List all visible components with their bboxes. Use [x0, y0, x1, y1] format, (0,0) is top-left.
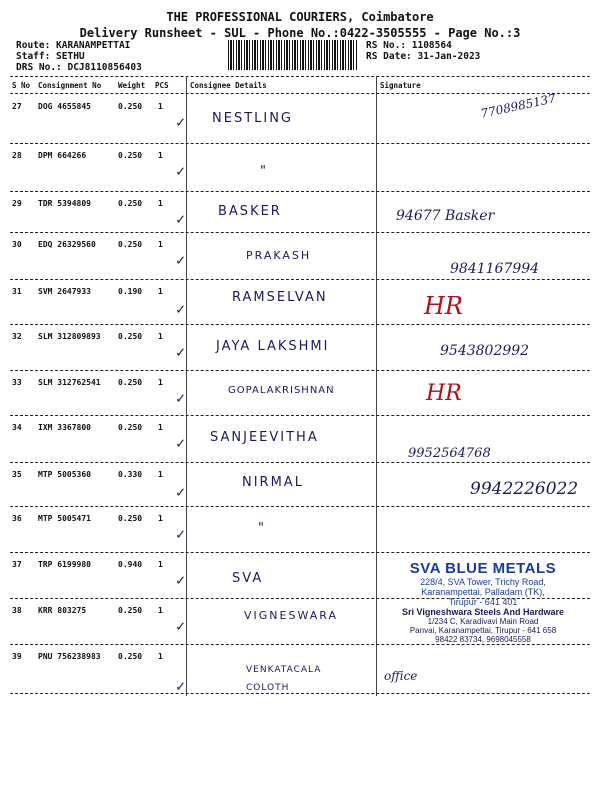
- row-consignment: EDQ 26329560: [38, 240, 96, 249]
- row-consignment: DOG 4655845: [38, 102, 91, 111]
- header-divider: [10, 93, 590, 94]
- row-consignment: TDR 5394809: [38, 199, 91, 208]
- row-signature: 9841167994: [450, 261, 540, 277]
- stamp-line-6: 1/234 C, Karadivavi Main Road: [427, 617, 539, 626]
- rs-date: RS Date: 31-Jan-2023: [366, 51, 481, 62]
- row-divider: [10, 552, 590, 553]
- row-pcs: 1: [158, 514, 163, 523]
- row-pcs: 1: [158, 102, 163, 111]
- col-consignee: Consignee Details: [190, 81, 267, 90]
- table-top-border: [10, 76, 590, 77]
- row-divider: [10, 370, 590, 371]
- table-row: [0, 373, 600, 420]
- row-weight: 0.250: [118, 652, 143, 661]
- stamp-line-8: 98422 83734, 9698045558: [435, 635, 531, 644]
- row-weight: 0.250: [118, 240, 143, 249]
- route-label: Route: KARANAMPETTAI: [16, 40, 131, 51]
- stamp-line-7: Panvai, Karanampettai, Tirupur - 641 658: [409, 626, 557, 635]
- table-row: [0, 418, 600, 465]
- row-consignee: BASKER: [218, 204, 282, 219]
- table-row: [0, 282, 600, 329]
- row-signature: 94677 Basker: [396, 208, 495, 224]
- row-weight: 0.250: [118, 606, 143, 615]
- col-weight: Weight: [118, 81, 146, 90]
- row-signature: office: [384, 669, 418, 683]
- tick-mark: ✓: [176, 617, 186, 635]
- row-pcs: 1: [158, 423, 163, 432]
- runsheet-subtitle: Delivery Runsheet - SUL - Phone No.:0422-3505555 - Page No.:3: [79, 26, 521, 40]
- row-consignment: IXM 3367800: [38, 423, 91, 432]
- row-consignee: JAYA LAKSHMI: [216, 339, 330, 354]
- row-sno: 33: [12, 378, 22, 387]
- table-row: [0, 647, 600, 694]
- row-pcs: 1: [158, 151, 163, 160]
- tick-mark: ✓: [176, 677, 186, 695]
- row-divider: [10, 415, 590, 416]
- stamp-line-1: SVA BLUE METALS: [409, 560, 557, 577]
- row-consignee: GOPALAKRISHNAN: [228, 385, 335, 396]
- row-consignment: TRP 6199980: [38, 560, 91, 569]
- table-row: [0, 146, 600, 193]
- row-pcs: 1: [158, 240, 163, 249]
- row-signature: 7708985137: [479, 91, 557, 121]
- row-weight: 0.250: [118, 102, 143, 111]
- row-sno: 38: [12, 606, 22, 615]
- col-signature: Signature: [380, 81, 421, 90]
- table-row: [0, 235, 600, 282]
- row-sno: 30: [12, 240, 22, 249]
- row-consignment: SLM 312809893: [38, 332, 101, 341]
- tick-mark: ✓: [176, 251, 186, 269]
- row-divider: [10, 693, 590, 694]
- company-title: THE PROFESSIONAL COURIERS, Coimbatore: [166, 10, 434, 24]
- row-consignment: PNU 756238983: [38, 652, 101, 661]
- row-sno: 29: [12, 199, 22, 208]
- row-pcs: 1: [158, 560, 163, 569]
- row-weight: 0.940: [118, 560, 143, 569]
- row-consignee: NESTLING: [212, 111, 294, 126]
- row-divider: [10, 324, 590, 325]
- tick-mark: ✓: [176, 162, 186, 180]
- drs-number: DRS No.: DCJ8110856403: [16, 62, 142, 73]
- tick-mark: ✓: [176, 113, 186, 131]
- row-sno: 32: [12, 332, 22, 341]
- row-sno: 35: [12, 470, 22, 479]
- staff-label: Staff: SETHU: [16, 51, 85, 62]
- row-consignee: SANJEEVITHA: [210, 430, 319, 445]
- row-signature: HR: [424, 292, 463, 320]
- tick-mark: ✓: [176, 571, 186, 589]
- row-consignment: SVM 2647933: [38, 287, 91, 296]
- row-signature: 9952564768: [408, 446, 491, 461]
- row-consignment: MTP 5005360: [38, 470, 91, 479]
- row-weight: 0.330: [118, 470, 143, 479]
- company-stamp: [376, 560, 590, 644]
- row-consignee: PRAKASH: [246, 249, 312, 262]
- tick-mark: ✓: [176, 434, 186, 452]
- row-consignee: SVA: [232, 571, 264, 586]
- col-consignment: Consignment No: [38, 81, 102, 90]
- stamp-line-2: 228/4, SVA Tower, Trichy Road,: [420, 577, 546, 587]
- row-consignee: ": [258, 521, 266, 536]
- row-consignment: KRR 803275: [38, 606, 87, 615]
- row-pcs: 1: [158, 652, 163, 661]
- row-consignee: RAMSELVAN: [232, 290, 328, 305]
- row-pcs: 1: [158, 332, 163, 341]
- tick-mark: ✓: [176, 300, 186, 318]
- table-row: [0, 509, 600, 556]
- table-row: [0, 194, 600, 241]
- stamp-line-3: Karanampettai, Palladam (TK),: [421, 587, 545, 597]
- rs-number: RS No.: 1108564: [366, 40, 452, 51]
- table-row: [0, 91, 600, 144]
- stamp-line-5: Sri Vigneshwara Steels And Hardware: [401, 607, 565, 617]
- row-weight: 0.250: [118, 199, 143, 208]
- row-weight: 0.190: [118, 287, 143, 296]
- row-weight: 0.250: [118, 151, 143, 160]
- col-pcs: PCS: [155, 81, 169, 90]
- row-weight: 0.250: [118, 514, 143, 523]
- tick-mark: ✓: [176, 483, 186, 501]
- row-pcs: 1: [158, 470, 163, 479]
- row-divider: [10, 644, 590, 645]
- row-divider: [10, 506, 590, 507]
- row-sno: 28: [12, 151, 22, 160]
- row-consignee: NIRMAL: [242, 475, 304, 490]
- row-consignment: SLM 312762541: [38, 378, 101, 387]
- row-weight: 0.250: [118, 378, 143, 387]
- row-weight: 0.250: [118, 423, 143, 432]
- row-sno: 39: [12, 652, 22, 661]
- row-sno: 34: [12, 423, 22, 432]
- row-pcs: 1: [158, 378, 163, 387]
- row-sno: 27: [12, 102, 22, 111]
- stamp-line-4: Tirupur - 641 401: [448, 597, 518, 607]
- barcode: [228, 40, 358, 70]
- row-consignment: DPM 664266: [38, 151, 87, 160]
- row-divider: [10, 279, 590, 280]
- row-signature: HR: [426, 381, 462, 406]
- row-weight: 0.250: [118, 332, 143, 341]
- row-pcs: 1: [158, 606, 163, 615]
- row-signature: 9543802992: [440, 343, 530, 359]
- row-divider: [10, 143, 590, 144]
- row-divider: [10, 232, 590, 233]
- row-sno: 36: [12, 514, 22, 523]
- row-signature: 9942226022: [470, 479, 579, 499]
- row-consignee: VIGNESWARA: [244, 609, 338, 622]
- row-divider: [10, 462, 590, 463]
- table-row: [0, 327, 600, 374]
- col-sno: S No: [12, 81, 31, 90]
- row-divider: [10, 191, 590, 192]
- row-pcs: 1: [158, 287, 163, 296]
- table-row: [0, 465, 600, 512]
- tick-mark: ✓: [176, 210, 186, 228]
- tick-mark: ✓: [176, 389, 186, 407]
- row-consignment: MTP 5005471: [38, 514, 91, 523]
- row-consignee: ": [260, 164, 268, 179]
- row-pcs: 1: [158, 199, 163, 208]
- tick-mark: ✓: [176, 343, 186, 361]
- row-sno: 37: [12, 560, 22, 569]
- row-consignee: VENKATACALA COLOTH: [246, 665, 322, 693]
- tick-mark: ✓: [176, 525, 186, 543]
- row-sno: 31: [12, 287, 22, 296]
